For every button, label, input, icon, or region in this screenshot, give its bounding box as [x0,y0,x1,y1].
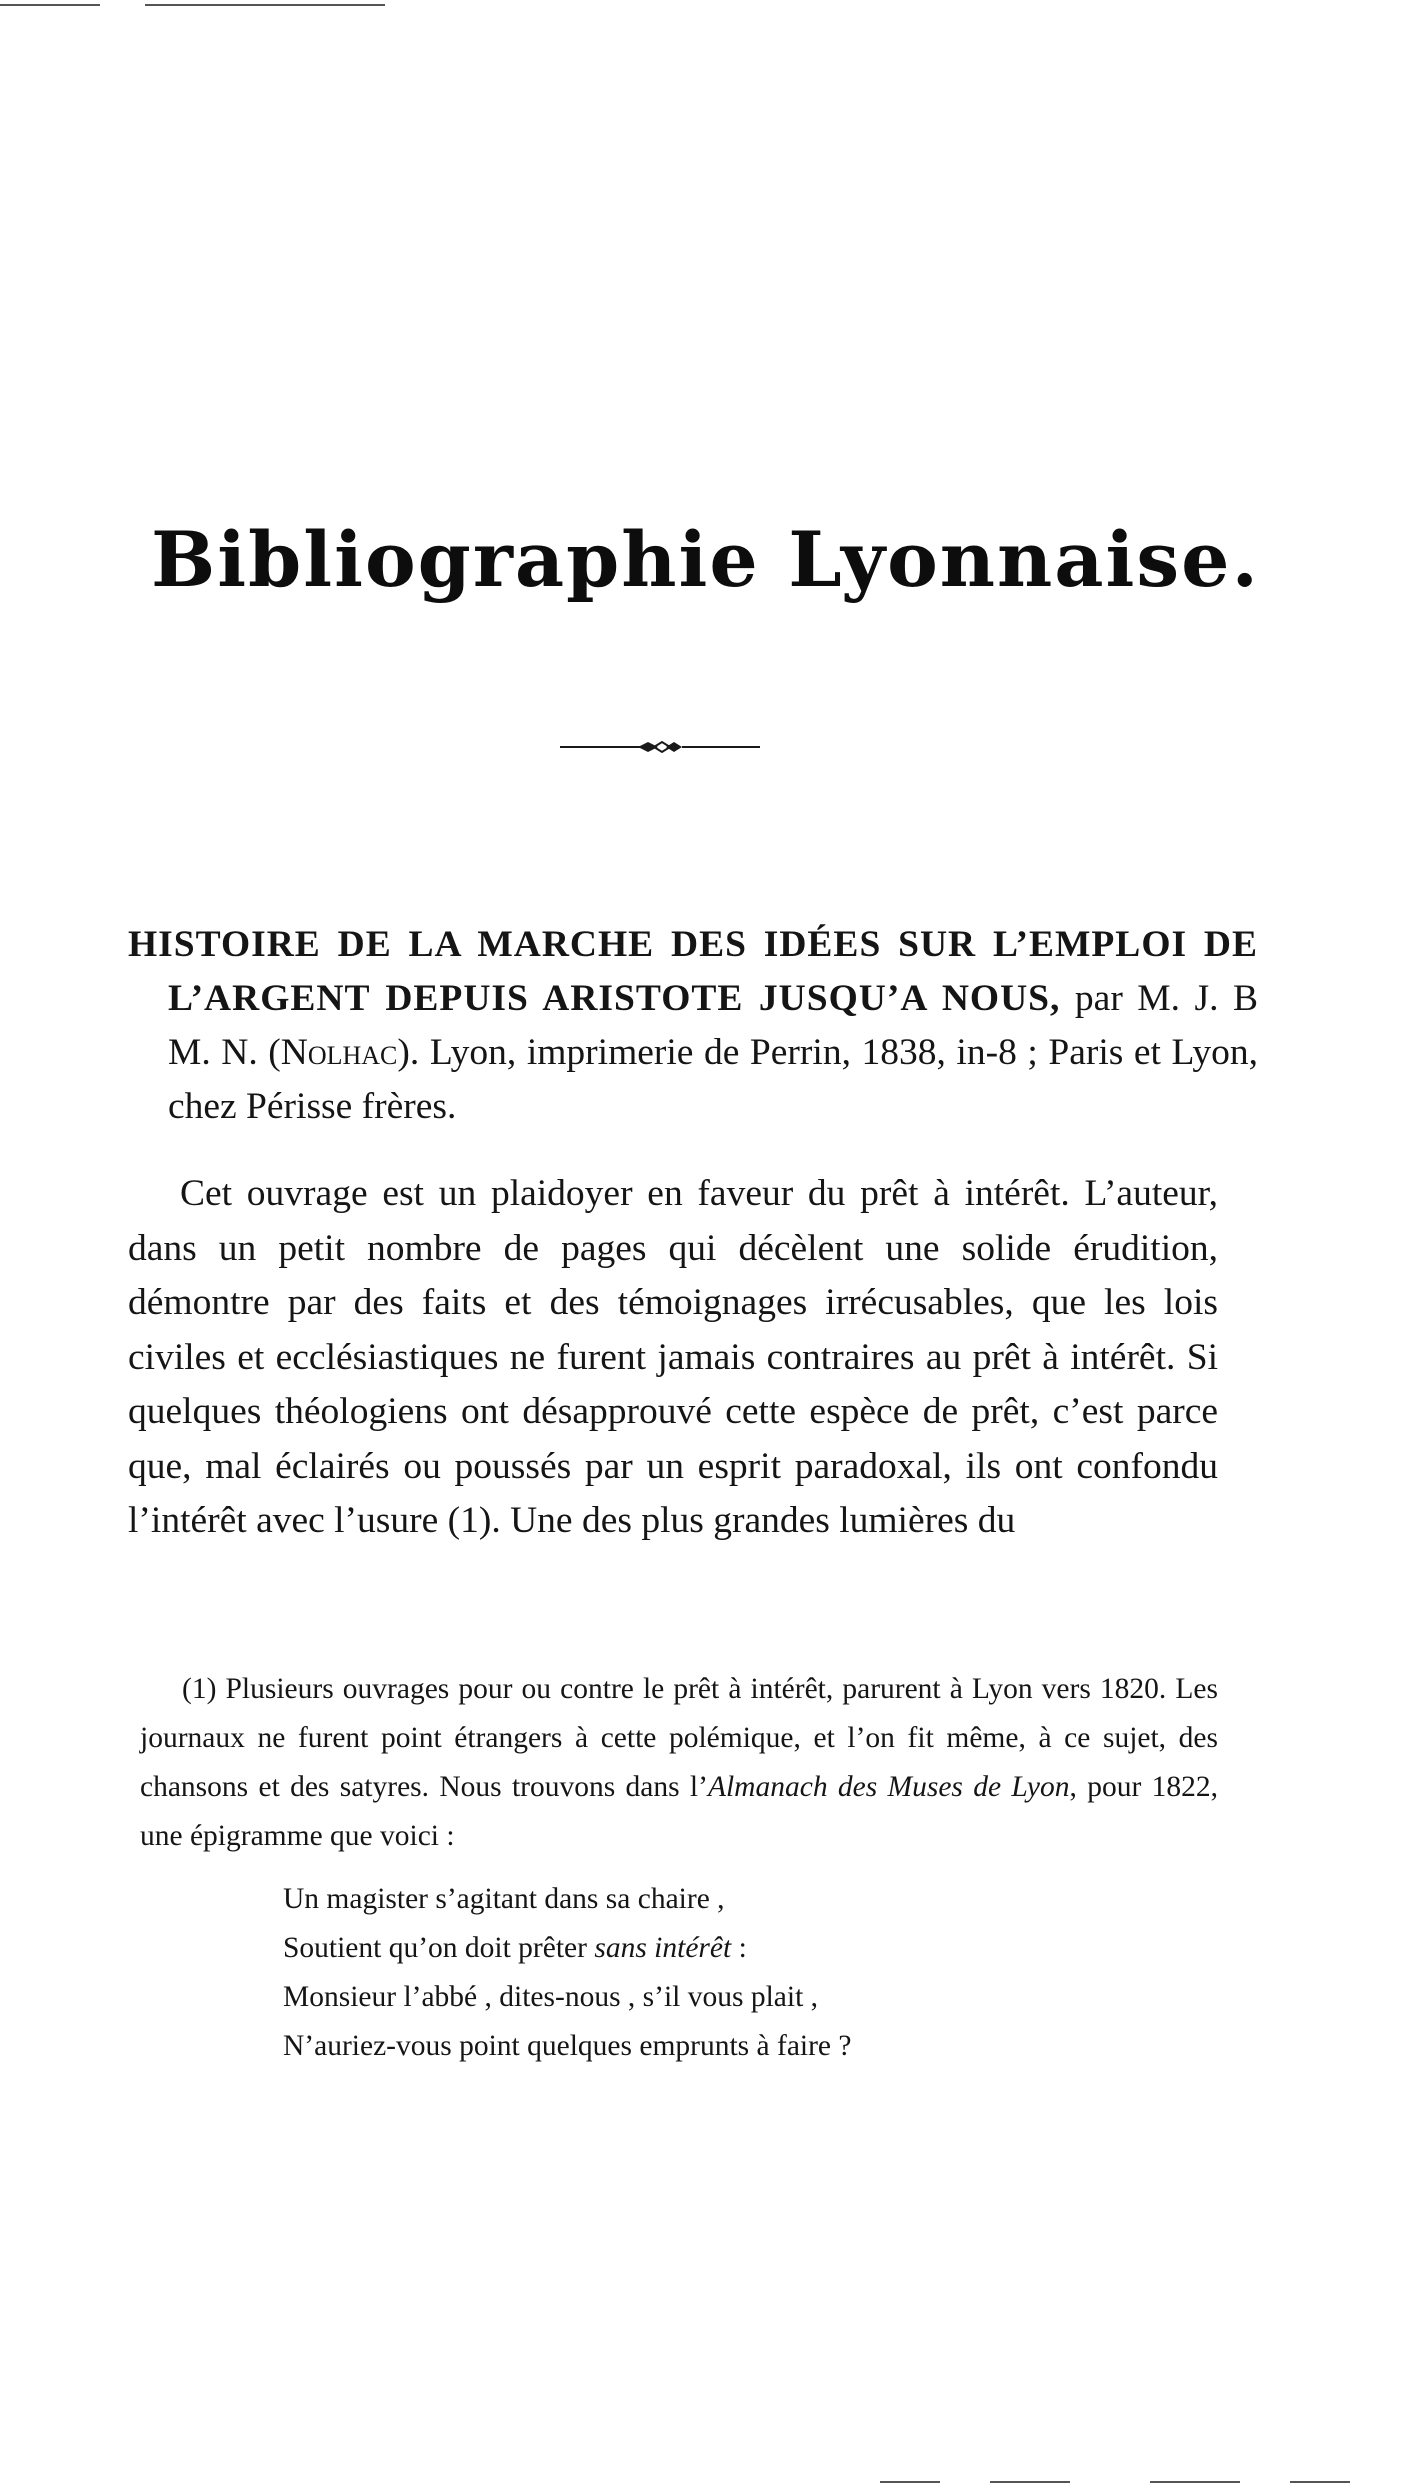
epigram [283,1875,1083,2071]
entry-imprint: ). Lyon, imprimerie de Perrin, 1838, in-8 ; Paris et Lyon, chez Périsse frères. [168,1032,1258,1127]
epigram-line-3: Monsieur l’abbé , dites-nous , s’il vous plait , [283,1981,819,2013]
footnote [140,1665,1218,1861]
bottom-edge-rule-1 [880,2481,940,2483]
bibliographic-entry [128,918,1258,1134]
top-edge-rule-left [0,4,100,6]
bottom-edge-rule-2 [990,2481,1070,2483]
epigram-line-2-emphasis: sans intérêt [594,1932,732,1964]
epigram-line-4: N’auriez-vous point quelques emprunts à faire ? [283,2030,852,2062]
epigram-line-1: Un magister s’agitant dans sa chaire , [283,1883,725,1915]
body-paragraph: Cet ouvrage est un plaidoyer en faveur du prêt à intérêt. L’auteur, dans un petit nombre de pages qui décèlent une solide érudition, démontre par des faits et des témoignages irrécusables, que les lois civiles et ecclésiastiques ne furent jamais contraires au prêt à intérêt. Si quelques théologiens ont désapprouvé cette espèce de prêt, c’est parce que, mal éclairés ou poussés par un esprit paradoxal, ils ont confondu l’intérêt avec l’usure (1). Une des plus grandes lumières du [128,1173,1218,1541]
footnote-text-before: (1) Plusieurs ouvrages pour ou contre le prêt à intérêt, parurent à Lyon vers 1820. Les journaux ne furent point étrangers à cette polémique, et l’on fit même, à ce sujet, des chansons et des satyres. Nous trouvons dans l’ [140,1673,1218,1803]
epigram-line-2-prefix: Soutient qu’on doit prêter [283,1932,595,1964]
epigram-line-2-suffix: : [731,1932,747,1964]
entry-author-intro: par M. J. B M. N. ( [168,978,1258,1073]
entry-headline: HISTOIRE DE LA MARCHE DES IDÉES SUR L’EMPLOI DE L’ARGENT DEPUIS ARISTOTE JUSQU’A NOUS, [128,924,1258,1019]
top-edge-rule-right [145,4,385,6]
epigram-line-2 [283,1924,1083,1973]
bottom-edge-rule-3 [1150,2481,1240,2483]
entry-author-name: Nolhac [280,1032,398,1073]
footnote-text-after: , pour 1822, une épigramme que voici : [140,1771,1219,1852]
bottom-edge-rule-4 [1290,2481,1350,2483]
page-title: Bibliographie Lyonnaise. [151,515,1260,604]
footnote-almanach-title: Almanach des Muses de Lyon [707,1771,1070,1803]
fleuron-ornament-icon [560,732,760,762]
